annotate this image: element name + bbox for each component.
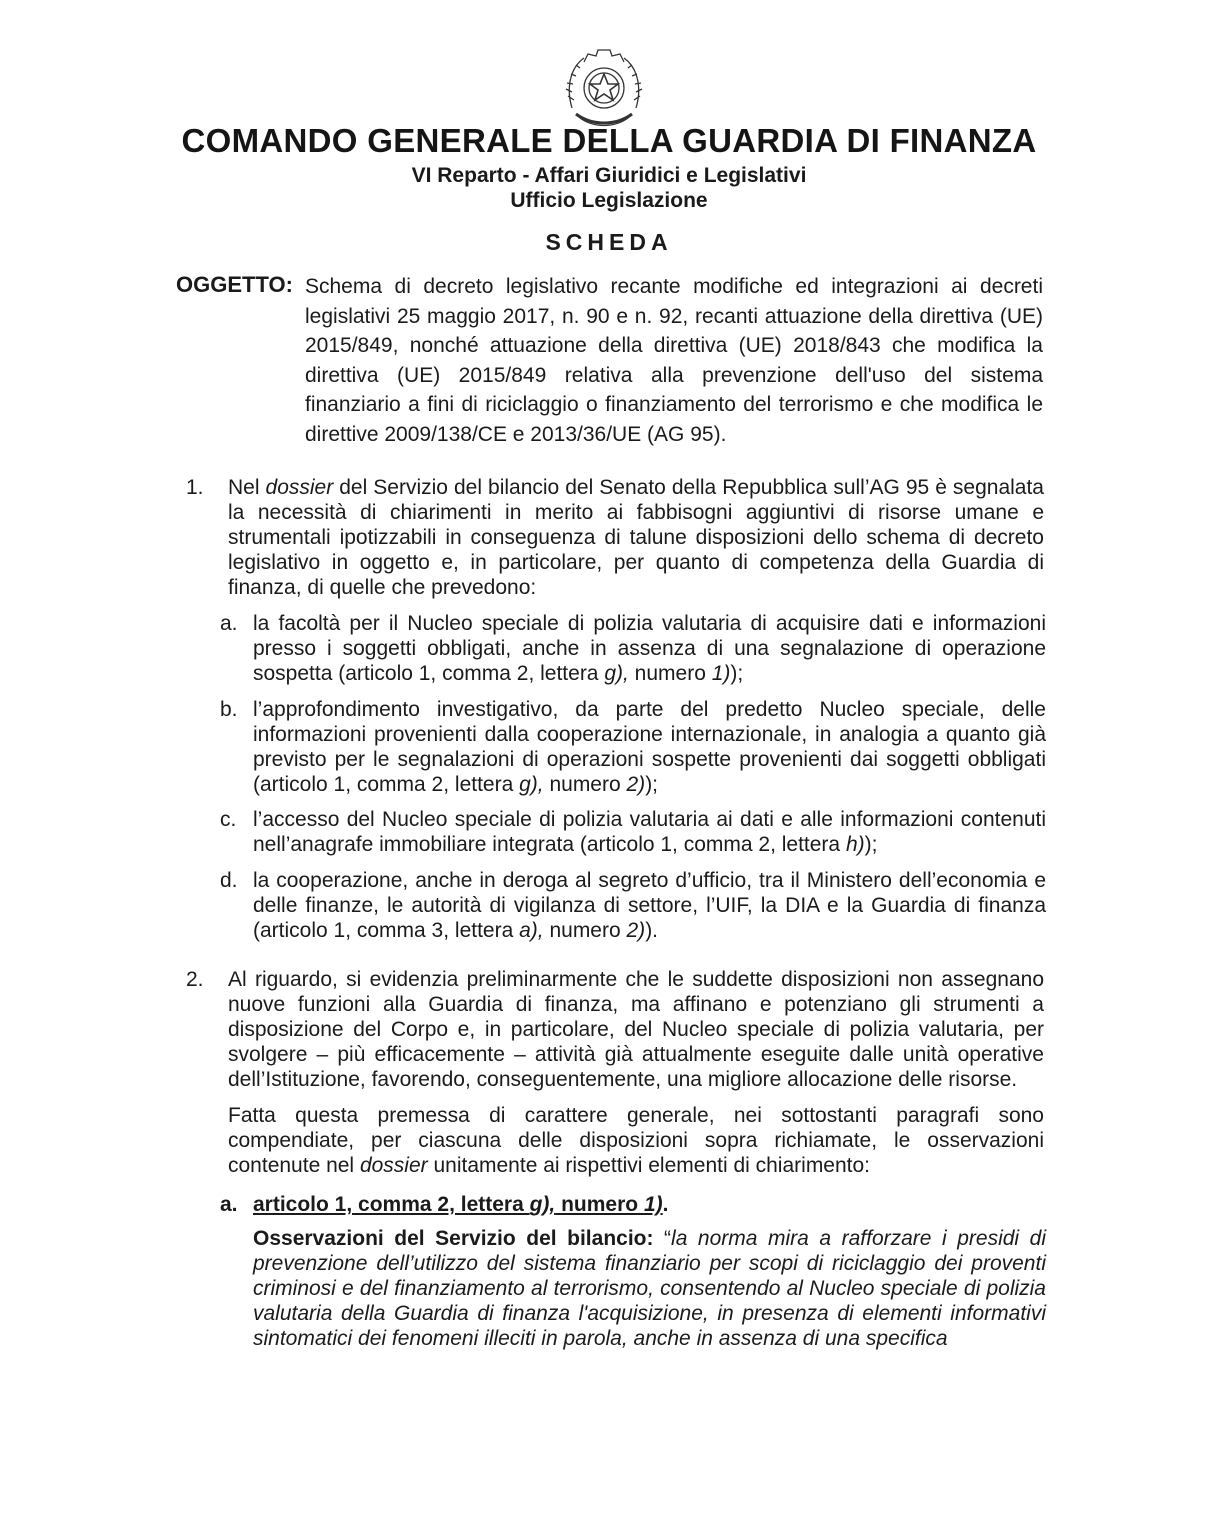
list-item-text: l’accesso del Nucleo speciale di polizia valutaria ai dati e alle informazioni contenuti nell’anagrafe immobiliare integrata (articolo 1, comma 2, lettera [253, 808, 1046, 856]
paragraph-text: Fatta questa premessa di carattere generale, nei sottostanti paragrafi sono compendiate, per ciascuna delle disposizioni sopra richiamate, le osservazioni contenute nel [228, 1104, 1044, 1177]
section-heading-text: articolo 1, comma 2, lettera [253, 1193, 530, 1216]
organization-title: COMANDO GENERALE DELLA GUARDIA DI FINANZA [181, 122, 1037, 159]
list-item-text-italic: 1) [711, 662, 731, 685]
paragraph-number: 1. [186, 476, 204, 499]
list-item-text: ); [864, 833, 878, 856]
list-item-text: numero [628, 662, 712, 685]
paragraph-text-italic: dossier [265, 476, 334, 499]
list-item-letter: c. [220, 808, 237, 831]
paragraph-2 [186, 967, 1044, 1092]
paragraph-text: del Servizio del bilancio del Senato della Repubblica sull’AG 95 è segnalata la necessità di chiarimenti in merito ai fabbisogni aggiuntivi di risorse umane e strumentali ipotizzabili in conseguenza di talune disposizioni dello schema di decreto legislativo in oggetto e, in particolare, per quanto di competenza della Guardia di finanza, di quelle che prevedono: [228, 476, 1044, 599]
list-item-text: ); [645, 773, 659, 796]
subject-label: OGGETTO: [176, 272, 293, 297]
paragraph-1 [186, 475, 1044, 600]
section-letter: a. [220, 1193, 238, 1216]
list-item-d [220, 868, 1046, 943]
document-type-heading: SCHEDA [545, 229, 673, 255]
department-name: VI Reparto - Affari Giuridici e Legislativi [411, 164, 807, 187]
list-item-text: numero [543, 773, 627, 796]
list-item-b [220, 697, 1046, 797]
list-item-c [220, 807, 1046, 857]
list-item-text: numero [543, 919, 627, 942]
list-item-letter: b. [220, 698, 238, 721]
list-item-text: ). [645, 919, 659, 942]
subject-text: Schema di decreto legislativo recante modifiche ed integrazioni ai decreti legislativi 25 maggio 2017, n. 90 e n. 92, recanti attuazione della direttiva (UE) 2015/849, nonché attuazione della direttiva (UE) 2018/843 che modifica la direttiva (UE) 2015/849 relativa alla prevenzione dell'uso del sistema finanziario a fini di riciclaggio o finanziamento del terrorismo e che modifica le direttive 2009/138/CE e 2013/36/UE (AG 95). [305, 275, 1043, 446]
section-a-heading [220, 1192, 1046, 1217]
paragraph-text: unitamente ai rispettivi elementi di chiarimento: [427, 1154, 871, 1177]
section-heading-text: . [662, 1193, 669, 1216]
italian-republic-emblem-icon [562, 48, 646, 132]
paragraph-text: Al riguardo, si evidenzia preliminarmente che le suddette disposizioni non assegnano nuove funzioni alla Guardia di finanza, ma affinano e potenziano gli strumenti a disposizione del Corpo e, in particolare, del Nucleo speciale di polizia valutaria, per svolgere – più efficacemente – attività già attualmente eseguite dalle unità operative dell’Istituzione, favorendo, conseguentemente, una migliore allocazione delle risorse. [228, 968, 1044, 1091]
paragraph-2-continued [228, 1103, 1044, 1178]
list-item-a [220, 611, 1046, 686]
list-item-text-italic: a), [519, 919, 544, 942]
list-item-text: l’approfondimento investigativo, da parte del predetto Nucleo speciale, delle informazioni provenienti dalla cooperazione internazionale, in analogia a quanto già previsto per le segnalazioni di operazioni sospette provenienti dai soggetti obbligati (articolo 1, comma 2, lettera [253, 698, 1046, 796]
observations-text: la norma mira a rafforzare i presidi di prevenzione dell’utilizzo del sistema finanziario per scopi di riciclaggio dei proventi criminosi e del finanziamento al terrorismo, consentendo al Nucleo speciale di polizia valutaria della Guardia di finanza l'acquisizione, in presenza di elementi informativi sintomatici dei fenomeni illeciti in parola, anche in assenza di una specifica [253, 1227, 1046, 1350]
list-item-text-italic: h) [845, 833, 865, 856]
list-item-letter: d. [220, 869, 238, 892]
list-item-text-italic: g), [519, 773, 544, 796]
paragraph-text-italic: dossier [359, 1154, 428, 1177]
budget-service-observations [253, 1226, 1046, 1351]
list-item-text: ); [730, 662, 744, 685]
list-item-text-italic: g), [604, 662, 629, 685]
section-heading-text-italic: g), [529, 1193, 556, 1216]
section-heading-text-italic: 1) [643, 1193, 663, 1216]
paragraph-text: Nel [228, 476, 266, 499]
quote-mark: “ [653, 1227, 672, 1250]
observations-label: Osservazioni del Servizio del bilancio: [253, 1227, 654, 1250]
list-item-text-italic: 2) [626, 773, 646, 796]
office-name: Ufficio Legislazione [510, 189, 708, 212]
list-item-text: la cooperazione, anche in deroga al segreto d’ufficio, tra il Ministero dell’economia e delle finanze, le autorità di vigilanza di settore, l’UIF, la DIA e la Guardia di finanza (articolo 1, comma 3, lettera [253, 869, 1046, 942]
list-item-text: la facoltà per il Nucleo speciale di polizia valutaria di acquisire dati e informazioni presso i soggetti obbligati, anche in assenza di una segnalazione di operazione sospetta (articolo 1, comma 2, lettera [253, 612, 1046, 685]
paragraph-number: 2. [186, 968, 204, 991]
list-item-letter: a. [220, 612, 238, 635]
list-item-text-italic: 2) [626, 919, 646, 942]
section-heading-text: numero [555, 1193, 644, 1216]
